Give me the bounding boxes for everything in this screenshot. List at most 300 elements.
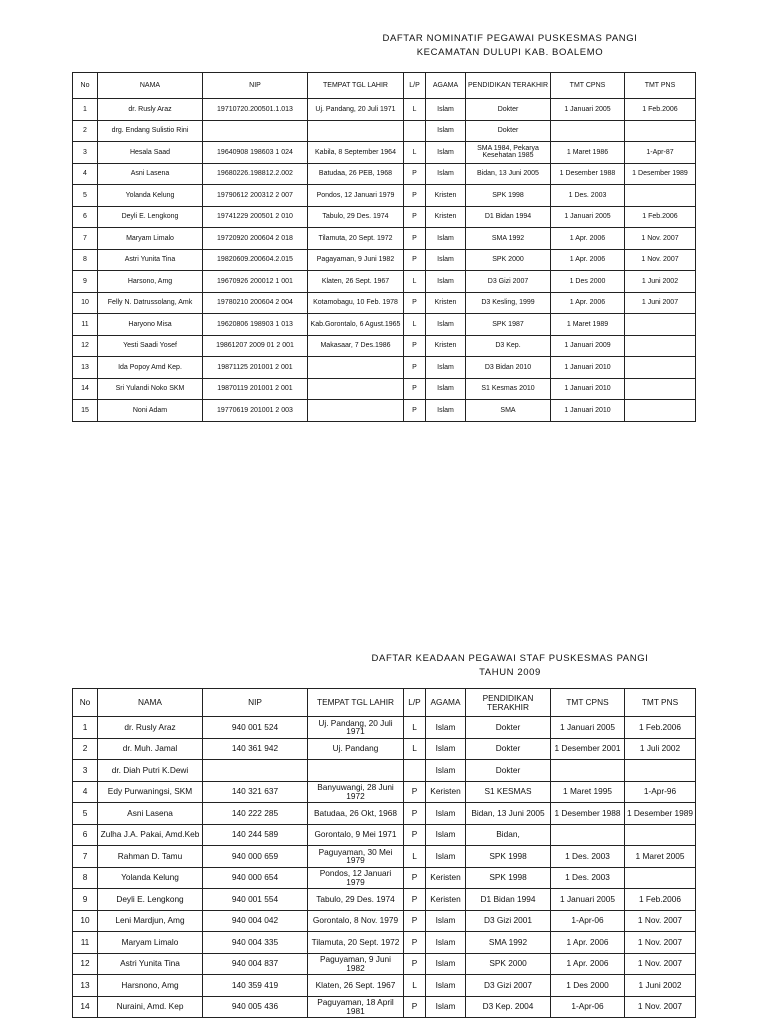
- cell-nama: Asni Lasena: [98, 803, 203, 825]
- column-header-pendidikan: PENDIDIKAN TERAKHIR: [466, 689, 551, 717]
- cell-nama: Zulha J.A. Pakai, Amd.Keb: [98, 824, 203, 846]
- doc2-title: [300, 652, 720, 680]
- cell-pendidikan: Dokter: [466, 760, 551, 782]
- cell-lp: P: [404, 803, 426, 825]
- cell-tmt-pns: [625, 357, 696, 379]
- cell-no: 12: [73, 953, 98, 975]
- cell-tmt-pns: [625, 120, 696, 142]
- cell-nama: Leni Mardjun, Amg: [98, 910, 203, 932]
- cell-tempat-tgl-lahir: Pondos, 12 Januari 1979: [308, 867, 404, 889]
- cell-tmt-pns: 1 Feb.2006: [625, 717, 696, 739]
- cell-pendidikan: Dokter: [466, 99, 551, 121]
- cell-nip: 19820609.200604.2.015: [203, 249, 308, 271]
- cell-nip: 940 004 335: [203, 932, 308, 954]
- cell-tempat-tgl-lahir: Kabila, 8 September 1964: [308, 142, 404, 164]
- cell-agama: Islam: [426, 846, 466, 868]
- cell-tmt-cpns: 1 Apr. 2006: [551, 249, 625, 271]
- table-row: [73, 378, 696, 400]
- cell-tempat-tgl-lahir: Tabulo, 29 Des. 1974: [308, 206, 404, 228]
- table-row: [73, 357, 696, 379]
- doc1-staff-table: [72, 72, 696, 422]
- cell-lp: L: [404, 717, 426, 739]
- cell-pendidikan: S1 Kesmas 2010: [466, 378, 551, 400]
- cell-pendidikan: D3 Kep. 2004: [466, 996, 551, 1018]
- cell-pendidikan: SPK 2000: [466, 953, 551, 975]
- cell-no: 3: [73, 760, 98, 782]
- cell-lp: L: [404, 314, 426, 336]
- cell-lp: P: [404, 185, 426, 207]
- cell-pendidikan: SPK 1998: [466, 867, 551, 889]
- cell-pendidikan: SPK 1998: [466, 846, 551, 868]
- column-header-lp: L/P: [404, 689, 426, 717]
- cell-agama: Islam: [426, 953, 466, 975]
- cell-no: 13: [73, 975, 98, 997]
- cell-tmt-pns: [625, 760, 696, 782]
- doc1-title-line1: DAFTAR NOMINATIF PEGAWAI PUSKESMAS PANGI: [382, 33, 638, 44]
- cell-tmt-cpns: [551, 824, 625, 846]
- cell-no: 1: [73, 99, 98, 121]
- cell-pendidikan: D3 Gizi 2001: [466, 910, 551, 932]
- cell-tempat-tgl-lahir: [308, 378, 404, 400]
- cell-tmt-pns: [625, 867, 696, 889]
- table-row: [73, 206, 696, 228]
- cell-nama: Maryam Limalo: [98, 932, 203, 954]
- cell-pendidikan: Bidan, 13 Juni 2005: [466, 163, 551, 185]
- cell-no: 9: [73, 271, 98, 293]
- cell-nip: 940 001 524: [203, 717, 308, 739]
- cell-pendidikan: SPK 2000: [466, 249, 551, 271]
- cell-pendidikan: S1 KESMAS: [466, 781, 551, 803]
- table-row: [73, 932, 696, 954]
- cell-nama: Nuraini, Amd. Kep: [98, 996, 203, 1018]
- cell-tempat-tgl-lahir: Pondos, 12 Januari 1979: [308, 185, 404, 207]
- cell-nama: Astri Yunita Tina: [98, 953, 203, 975]
- cell-no: 3: [73, 142, 98, 164]
- cell-agama: Islam: [426, 249, 466, 271]
- cell-tempat-tgl-lahir: [308, 760, 404, 782]
- cell-lp: P: [404, 400, 426, 422]
- cell-pendidikan: D3 Gizi 2007: [466, 271, 551, 293]
- cell-agama: Islam: [426, 717, 466, 739]
- column-header-no: No: [73, 689, 98, 717]
- cell-tempat-tgl-lahir: Tilamuta, 20 Sept. 1972: [308, 228, 404, 250]
- cell-agama: Islam: [426, 803, 466, 825]
- cell-tempat-tgl-lahir: Uj. Pandang, 20 Juli 1971: [308, 99, 404, 121]
- cell-nama: Deyli E. Lengkong: [98, 206, 203, 228]
- cell-tmt-cpns: 1 Apr. 2006: [551, 292, 625, 314]
- cell-pendidikan: SMA 1992: [466, 932, 551, 954]
- cell-agama: Islam: [426, 314, 466, 336]
- cell-tmt-pns: 1 Maret 2005: [625, 846, 696, 868]
- cell-tempat-tgl-lahir: Paguyaman, 9 Juni 1982: [308, 953, 404, 975]
- cell-pendidikan: Dokter: [466, 738, 551, 760]
- cell-nip: [203, 760, 308, 782]
- table-row: [73, 292, 696, 314]
- cell-tmt-cpns: 1 Januari 2005: [551, 889, 625, 911]
- cell-no: 15: [73, 400, 98, 422]
- cell-nip: 19790612 200312 2 007: [203, 185, 308, 207]
- cell-agama: Kristen: [426, 185, 466, 207]
- cell-tmt-cpns: 1-Apr-06: [551, 910, 625, 932]
- cell-nip: 140 321 637: [203, 781, 308, 803]
- cell-pendidikan: SMA 1984, Pekarya Kesehatan 1985: [466, 142, 551, 164]
- cell-tmt-cpns: 1 Januari 2005: [551, 99, 625, 121]
- cell-tmt-cpns: 1-Apr-06: [551, 996, 625, 1018]
- column-header-tmt-pns: TMT PNS: [625, 73, 696, 99]
- doc2-title-line2: TAHUN 2009: [479, 667, 541, 678]
- cell-no: 1: [73, 717, 98, 739]
- cell-nip: 19710720.200501.1.013: [203, 99, 308, 121]
- cell-tmt-pns: 1 Nov. 2007: [625, 228, 696, 250]
- cell-agama: Islam: [426, 378, 466, 400]
- cell-agama: Islam: [426, 228, 466, 250]
- column-header-no: No: [73, 73, 98, 99]
- cell-lp: P: [404, 206, 426, 228]
- cell-nama: Haryono Misa: [98, 314, 203, 336]
- cell-pendidikan: SPK 1998: [466, 185, 551, 207]
- cell-lp: P: [404, 996, 426, 1018]
- column-header-agama: AGAMA: [426, 73, 466, 99]
- cell-nip: 19670926 200012 1 001: [203, 271, 308, 293]
- cell-tmt-cpns: 1 Des 2000: [551, 975, 625, 997]
- cell-no: 6: [73, 824, 98, 846]
- cell-tempat-tgl-lahir: [308, 400, 404, 422]
- cell-no: 14: [73, 996, 98, 1018]
- cell-nama: Hesala Saad: [98, 142, 203, 164]
- cell-tmt-pns: 1 Juni 2002: [625, 975, 696, 997]
- table-row: [73, 717, 696, 739]
- cell-pendidikan: D1 Bidan 1994: [466, 889, 551, 911]
- cell-agama: Islam: [426, 760, 466, 782]
- column-header-tmt-pns: TMT PNS: [625, 689, 696, 717]
- cell-tempat-tgl-lahir: Klaten, 26 Sept. 1967: [308, 975, 404, 997]
- table-row: [73, 953, 696, 975]
- cell-agama: Islam: [426, 357, 466, 379]
- cell-nip: 940 004 042: [203, 910, 308, 932]
- table-row: [73, 975, 696, 997]
- cell-tempat-tgl-lahir: Gorontalo, 9 Mei 1971: [308, 824, 404, 846]
- cell-tmt-pns: 1 Juli 2002: [625, 738, 696, 760]
- cell-pendidikan: Bidan,: [466, 824, 551, 846]
- cell-tmt-cpns: 1 Desember 2001: [551, 738, 625, 760]
- cell-nip: 19770619 201001 2 003: [203, 400, 308, 422]
- cell-nama: Harsnono, Amg: [98, 975, 203, 997]
- cell-agama: Islam: [426, 163, 466, 185]
- cell-lp: P: [404, 357, 426, 379]
- cell-nip: 19871125 201001 2 001: [203, 357, 308, 379]
- table-row: [73, 910, 696, 932]
- cell-tmt-pns: 1-Apr-96: [625, 781, 696, 803]
- cell-tmt-cpns: 1 Des 2000: [551, 271, 625, 293]
- cell-tmt-pns: 1 Feb.2006: [625, 206, 696, 228]
- column-header-tempat-tgl-lahir: TEMPAT TGL LAHIR: [308, 689, 404, 717]
- cell-nama: Felly N. Datrussolang, Amk: [98, 292, 203, 314]
- column-header-nama: NAMA: [98, 689, 203, 717]
- cell-tmt-pns: [625, 314, 696, 336]
- cell-nip: 140 244 589: [203, 824, 308, 846]
- cell-tmt-pns: 1 Nov. 2007: [625, 249, 696, 271]
- cell-lp: L: [404, 271, 426, 293]
- cell-nama: Ida Popoy Amd Kep.: [98, 357, 203, 379]
- cell-nip: 940 001 554: [203, 889, 308, 911]
- column-header-pendidikan: PENDIDIKAN TERAKHIR: [466, 73, 551, 99]
- cell-lp: L: [404, 975, 426, 997]
- cell-nama: Noni Adam: [98, 400, 203, 422]
- cell-nama: Yesti Saadi Yosef: [98, 335, 203, 357]
- cell-agama: Kristen: [426, 335, 466, 357]
- table-row: [73, 120, 696, 142]
- cell-tempat-tgl-lahir: Paguyaman, 18 April 1981: [308, 996, 404, 1018]
- table-row: [73, 271, 696, 293]
- cell-no: 5: [73, 803, 98, 825]
- cell-no: 7: [73, 846, 98, 868]
- cell-no: 10: [73, 910, 98, 932]
- cell-no: 7: [73, 228, 98, 250]
- cell-no: 4: [73, 781, 98, 803]
- table-row: [73, 803, 696, 825]
- cell-agama: Kristen: [426, 292, 466, 314]
- column-header-tmt-cpns: TMT CPNS: [551, 73, 625, 99]
- cell-nama: Edy Purwaningsi, SKM: [98, 781, 203, 803]
- cell-agama: Islam: [426, 120, 466, 142]
- cell-no: 13: [73, 357, 98, 379]
- doc2-table-body: [73, 717, 696, 1018]
- table-row: [73, 228, 696, 250]
- cell-agama: Islam: [426, 910, 466, 932]
- cell-pendidikan: D1 Bidan 1994: [466, 206, 551, 228]
- doc2-staff-table: [72, 688, 696, 1018]
- cell-tmt-cpns: 1 Maret 1986: [551, 142, 625, 164]
- cell-nip: 19780210 200604 2 004: [203, 292, 308, 314]
- table-row: [73, 249, 696, 271]
- cell-lp: P: [404, 163, 426, 185]
- cell-agama: Islam: [426, 975, 466, 997]
- cell-lp: L: [404, 738, 426, 760]
- cell-lp: P: [404, 378, 426, 400]
- cell-pendidikan: Bidan, 13 Juni 2005: [466, 803, 551, 825]
- cell-lp: P: [404, 335, 426, 357]
- cell-no: 9: [73, 889, 98, 911]
- cell-agama: Islam: [426, 738, 466, 760]
- cell-nip: 19861207 2009 01 2 001: [203, 335, 308, 357]
- cell-agama: Keristen: [426, 781, 466, 803]
- cell-tempat-tgl-lahir: Batudaa, 26 Okt, 1968: [308, 803, 404, 825]
- table-row: [73, 163, 696, 185]
- cell-nama: Sri Yulandi Noko SKM: [98, 378, 203, 400]
- table-row: [73, 824, 696, 846]
- cell-pendidikan: SMA 1992: [466, 228, 551, 250]
- table-row: [73, 400, 696, 422]
- cell-tmt-cpns: 1 Apr. 2006: [551, 953, 625, 975]
- cell-no: 6: [73, 206, 98, 228]
- cell-nip: 19680226.198812.2.002: [203, 163, 308, 185]
- table-row: [73, 314, 696, 336]
- column-header-lp: L/P: [404, 73, 426, 99]
- cell-nama: Harsono, Amg: [98, 271, 203, 293]
- cell-tmt-pns: 1 Desember 1989: [625, 163, 696, 185]
- cell-tempat-tgl-lahir: [308, 120, 404, 142]
- cell-no: 11: [73, 314, 98, 336]
- cell-tmt-pns: 1 Juni 2007: [625, 292, 696, 314]
- cell-lp: L: [404, 99, 426, 121]
- cell-nip: 940 005 436: [203, 996, 308, 1018]
- cell-nama: Asni Lasena: [98, 163, 203, 185]
- cell-no: 2: [73, 738, 98, 760]
- cell-tempat-tgl-lahir: Tabulo, 29 Des. 1974: [308, 889, 404, 911]
- cell-tmt-cpns: 1 Maret 1995: [551, 781, 625, 803]
- cell-nama: dr. Muh. Jamal: [98, 738, 203, 760]
- cell-nip: 19720920 200604 2 018: [203, 228, 308, 250]
- cell-tmt-cpns: 1 Des. 2003: [551, 867, 625, 889]
- cell-tempat-tgl-lahir: Kab.Gorontalo, 6 Agust.1965: [308, 314, 404, 336]
- cell-agama: Islam: [426, 99, 466, 121]
- cell-nama: Deyli E. Lengkong: [98, 889, 203, 911]
- cell-tempat-tgl-lahir: Uj. Pandang, 20 Juli 1971: [308, 717, 404, 739]
- column-header-tempat-tgl-lahir: TEMPAT TGL LAHIR: [308, 73, 404, 99]
- table-row: [73, 738, 696, 760]
- cell-nip: 19741229 200501 2 010: [203, 206, 308, 228]
- doc2-title-line1: DAFTAR KEADAAN PEGAWAI STAF PUSKESMAS PANGI: [371, 653, 649, 664]
- table-row: [73, 996, 696, 1018]
- cell-pendidikan: Dokter: [466, 120, 551, 142]
- cell-tmt-cpns: 1 Januari 2010: [551, 400, 625, 422]
- cell-tmt-cpns: [551, 120, 625, 142]
- cell-tempat-tgl-lahir: Klaten, 26 Sept. 1967: [308, 271, 404, 293]
- doc1-title: [300, 32, 720, 60]
- cell-nama: dr. Rusly Araz: [98, 99, 203, 121]
- cell-agama: Islam: [426, 996, 466, 1018]
- table-row: [73, 335, 696, 357]
- cell-nip: 140 361 942: [203, 738, 308, 760]
- cell-tmt-cpns: [551, 760, 625, 782]
- doc1-title-line2: KECAMATAN DULUPI KAB. BOALEMO: [416, 47, 604, 58]
- cell-agama: Islam: [426, 142, 466, 164]
- cell-pendidikan: D3 Kep.: [466, 335, 551, 357]
- cell-lp: P: [404, 953, 426, 975]
- cell-lp: [404, 760, 426, 782]
- cell-tmt-cpns: 1 Desember 1988: [551, 803, 625, 825]
- cell-lp: P: [404, 824, 426, 846]
- cell-tempat-tgl-lahir: Pagayaman, 9 Juni 1982: [308, 249, 404, 271]
- cell-tempat-tgl-lahir: Uj. Pandang: [308, 738, 404, 760]
- cell-tmt-pns: 1 Feb.2006: [625, 889, 696, 911]
- cell-lp: P: [404, 292, 426, 314]
- cell-tmt-cpns: 1 Desember 1988: [551, 163, 625, 185]
- cell-agama: Keristen: [426, 867, 466, 889]
- cell-tmt-pns: 1 Nov. 2007: [625, 996, 696, 1018]
- cell-agama: Islam: [426, 271, 466, 293]
- cell-tmt-cpns: 1 Des. 2003: [551, 846, 625, 868]
- cell-nip: 940 000 659: [203, 846, 308, 868]
- table-row: [73, 99, 696, 121]
- column-header-tmt-cpns: TMT CPNS: [551, 689, 625, 717]
- cell-tempat-tgl-lahir: Banyuwangi, 28 Juni 1972: [308, 781, 404, 803]
- cell-tmt-pns: 1 Juni 2002: [625, 271, 696, 293]
- cell-lp: P: [404, 889, 426, 911]
- cell-pendidikan: D3 Gizi 2007: [466, 975, 551, 997]
- cell-lp: P: [404, 910, 426, 932]
- column-header-agama: AGAMA: [426, 689, 466, 717]
- cell-no: 2: [73, 120, 98, 142]
- cell-nama: Astri Yunita Tina: [98, 249, 203, 271]
- column-header-nama: NAMA: [98, 73, 203, 99]
- cell-lp: P: [404, 781, 426, 803]
- cell-tempat-tgl-lahir: Makasaar, 7 Des.1986: [308, 335, 404, 357]
- cell-nama: Maryam Limalo: [98, 228, 203, 250]
- cell-agama: Islam: [426, 400, 466, 422]
- cell-tmt-cpns: 1 Des. 2003: [551, 185, 625, 207]
- cell-agama: Islam: [426, 932, 466, 954]
- cell-no: 4: [73, 163, 98, 185]
- cell-pendidikan: SMA: [466, 400, 551, 422]
- cell-tmt-cpns: 1 Januari 2009: [551, 335, 625, 357]
- cell-no: 8: [73, 867, 98, 889]
- cell-no: 14: [73, 378, 98, 400]
- cell-nama: dr. Rusly Araz: [98, 717, 203, 739]
- cell-tmt-cpns: 1 Januari 2005: [551, 206, 625, 228]
- cell-tmt-cpns: 1 Apr. 2006: [551, 932, 625, 954]
- cell-no: 5: [73, 185, 98, 207]
- cell-no: 11: [73, 932, 98, 954]
- table-row: [73, 185, 696, 207]
- cell-nama: Yolanda Kelung: [98, 185, 203, 207]
- cell-tmt-pns: 1 Feb.2006: [625, 99, 696, 121]
- doc2-header-row: [73, 689, 696, 717]
- cell-tmt-cpns: 1 Januari 2005: [551, 717, 625, 739]
- cell-lp: P: [404, 228, 426, 250]
- cell-lp: [404, 120, 426, 142]
- cell-nip: 140 359 419: [203, 975, 308, 997]
- cell-no: 10: [73, 292, 98, 314]
- table-row: [73, 846, 696, 868]
- cell-nip: 19870119 201001 2 001: [203, 378, 308, 400]
- column-header-nip: NIP: [203, 689, 308, 717]
- table-row: [73, 142, 696, 164]
- cell-no: 8: [73, 249, 98, 271]
- cell-lp: L: [404, 142, 426, 164]
- cell-nip: 140 222 285: [203, 803, 308, 825]
- cell-nip: [203, 120, 308, 142]
- cell-no: 12: [73, 335, 98, 357]
- cell-agama: Keristen: [426, 889, 466, 911]
- cell-agama: Kristen: [426, 206, 466, 228]
- cell-tempat-tgl-lahir: Batudaa, 26 PEB, 1968: [308, 163, 404, 185]
- cell-tmt-cpns: 1 Januari 2010: [551, 378, 625, 400]
- cell-tmt-cpns: 1 Januari 2010: [551, 357, 625, 379]
- cell-lp: P: [404, 249, 426, 271]
- cell-pendidikan: D3 Kesling, 1999: [466, 292, 551, 314]
- cell-nip: 940 000 654: [203, 867, 308, 889]
- cell-nama: Rahman D. Tamu: [98, 846, 203, 868]
- column-header-nip: NIP: [203, 73, 308, 99]
- cell-tempat-tgl-lahir: Paguyaman, 30 Mei 1979: [308, 846, 404, 868]
- cell-tmt-pns: [625, 185, 696, 207]
- cell-nama: drg. Endang Sulistio Rini: [98, 120, 203, 142]
- cell-agama: Islam: [426, 824, 466, 846]
- cell-tmt-pns: 1-Apr-87: [625, 142, 696, 164]
- cell-tmt-pns: [625, 824, 696, 846]
- cell-tmt-pns: 1 Nov. 2007: [625, 953, 696, 975]
- cell-pendidikan: Dokter: [466, 717, 551, 739]
- cell-tmt-pns: 1 Nov. 2007: [625, 910, 696, 932]
- cell-nip: 19620806 198903 1 013: [203, 314, 308, 336]
- table-row: [73, 867, 696, 889]
- cell-tmt-cpns: 1 Apr. 2006: [551, 228, 625, 250]
- doc1-table-body: [73, 99, 696, 422]
- cell-nama: Yolanda Kelung: [98, 867, 203, 889]
- table-row: [73, 760, 696, 782]
- cell-tmt-pns: 1 Nov. 2007: [625, 932, 696, 954]
